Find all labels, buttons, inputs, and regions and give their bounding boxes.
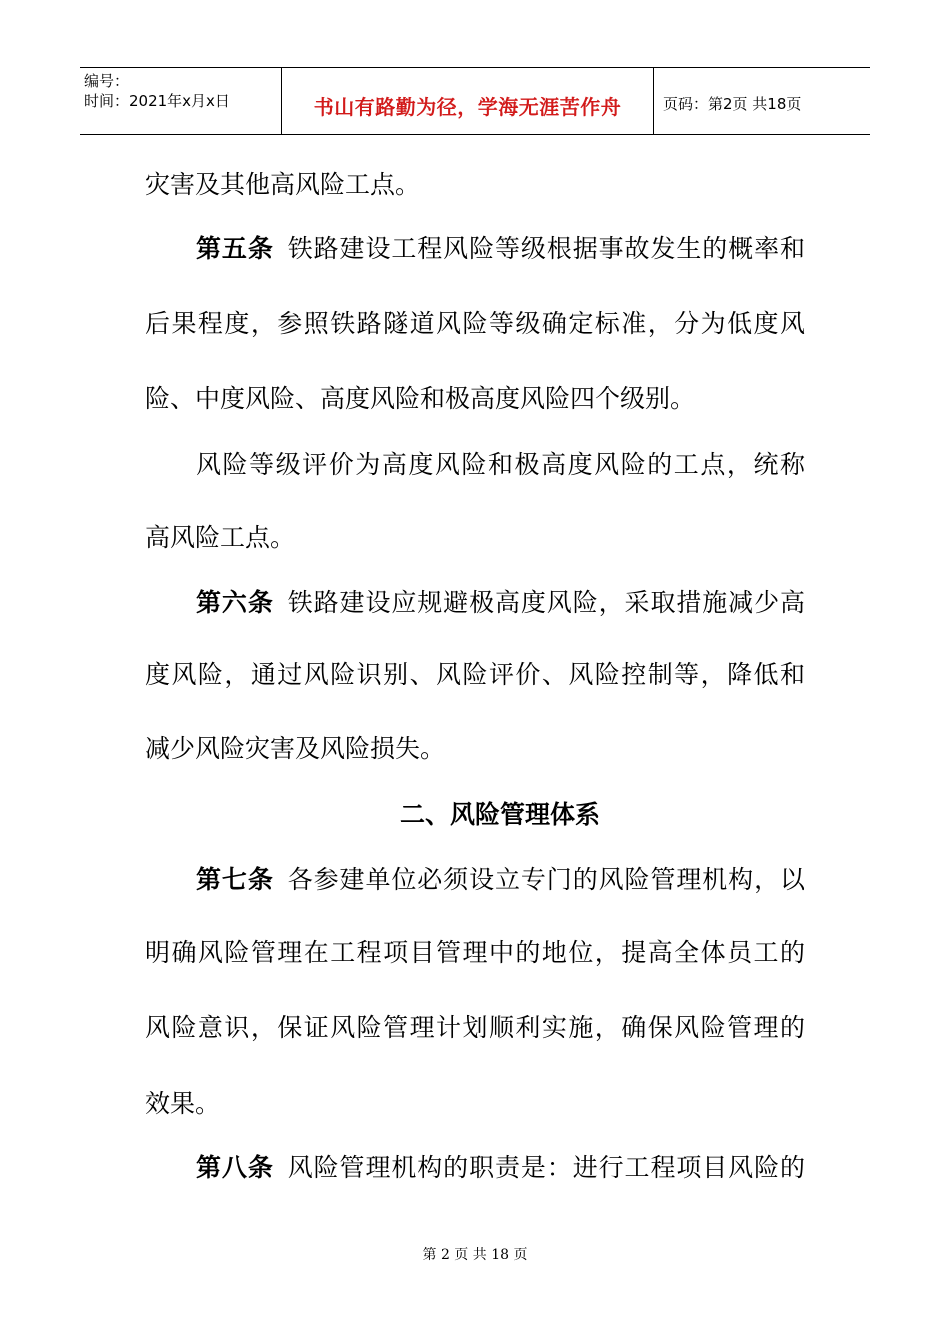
article-5-line-3: 险、中度风险、高度风险和极高度风险四个级别。 bbox=[145, 384, 696, 413]
paragraph-line-1: 风险等级评价为高度风险和极高度风险的工点，统称 bbox=[196, 450, 805, 479]
article-8-text-1: 风险管理机构的职责是：进行工程项目风险的 bbox=[287, 1153, 805, 1182]
article-6-heading: 第六条 bbox=[196, 588, 274, 617]
section-heading-text: 二、风险管理体系 bbox=[399, 800, 600, 829]
header-motto-cell bbox=[282, 68, 654, 134]
article-5-heading: 第五条 bbox=[196, 234, 274, 263]
page-footer: 第 2 页 共 18 页 bbox=[422, 1247, 528, 1263]
header-motto: 书山有路勤为径，学海无涯苦作舟 bbox=[313, 94, 622, 119]
article-8-line-1 bbox=[196, 1153, 805, 1183]
article-6-line-1 bbox=[196, 588, 805, 618]
article-7-line-2: 明确风险管理在工程项目管理中的地位，提高全体员工的 bbox=[145, 938, 805, 967]
document-date: 时间：2021年x月x日 bbox=[84, 92, 230, 110]
article-6-line-2: 度风险，通过风险识别、风险评价、风险控制等，降低和 bbox=[145, 660, 805, 689]
article-7-text-1: 各参建单位必须设立专门的风险管理机构，以 bbox=[287, 865, 805, 894]
paragraph-line-2: 高风险工点。 bbox=[145, 523, 296, 552]
section-heading bbox=[0, 800, 950, 830]
article-5-line-1 bbox=[196, 234, 805, 264]
article-6-line-3: 减少风险灾害及风险损失。 bbox=[145, 734, 446, 763]
article-7-line-1 bbox=[196, 865, 805, 895]
header-meta bbox=[80, 68, 282, 134]
article-7-line-4: 效果。 bbox=[145, 1089, 221, 1118]
article-6-text-1: 铁路建设应规避极高度风险，采取措施减少高 bbox=[287, 588, 805, 617]
article-8-heading: 第八条 bbox=[196, 1153, 274, 1182]
page-header bbox=[80, 67, 870, 135]
body-line: 灾害及其他高风险工点。 bbox=[145, 170, 421, 199]
header-page-info: 页码：第2页 共18页 bbox=[663, 94, 802, 113]
header-page-cell bbox=[654, 68, 870, 134]
article-7-heading: 第七条 bbox=[196, 865, 274, 894]
article-5-line-2: 后果程度，参照铁路隧道风险等级确定标准，分为低度风 bbox=[145, 309, 805, 338]
article-7-line-3: 风险意识，保证风险管理计划顺利实施，确保风险管理的 bbox=[145, 1013, 805, 1042]
document-number-label: 编号： bbox=[84, 72, 130, 90]
article-5-text-1: 铁路建设工程风险等级根据事故发生的概率和 bbox=[287, 234, 805, 263]
